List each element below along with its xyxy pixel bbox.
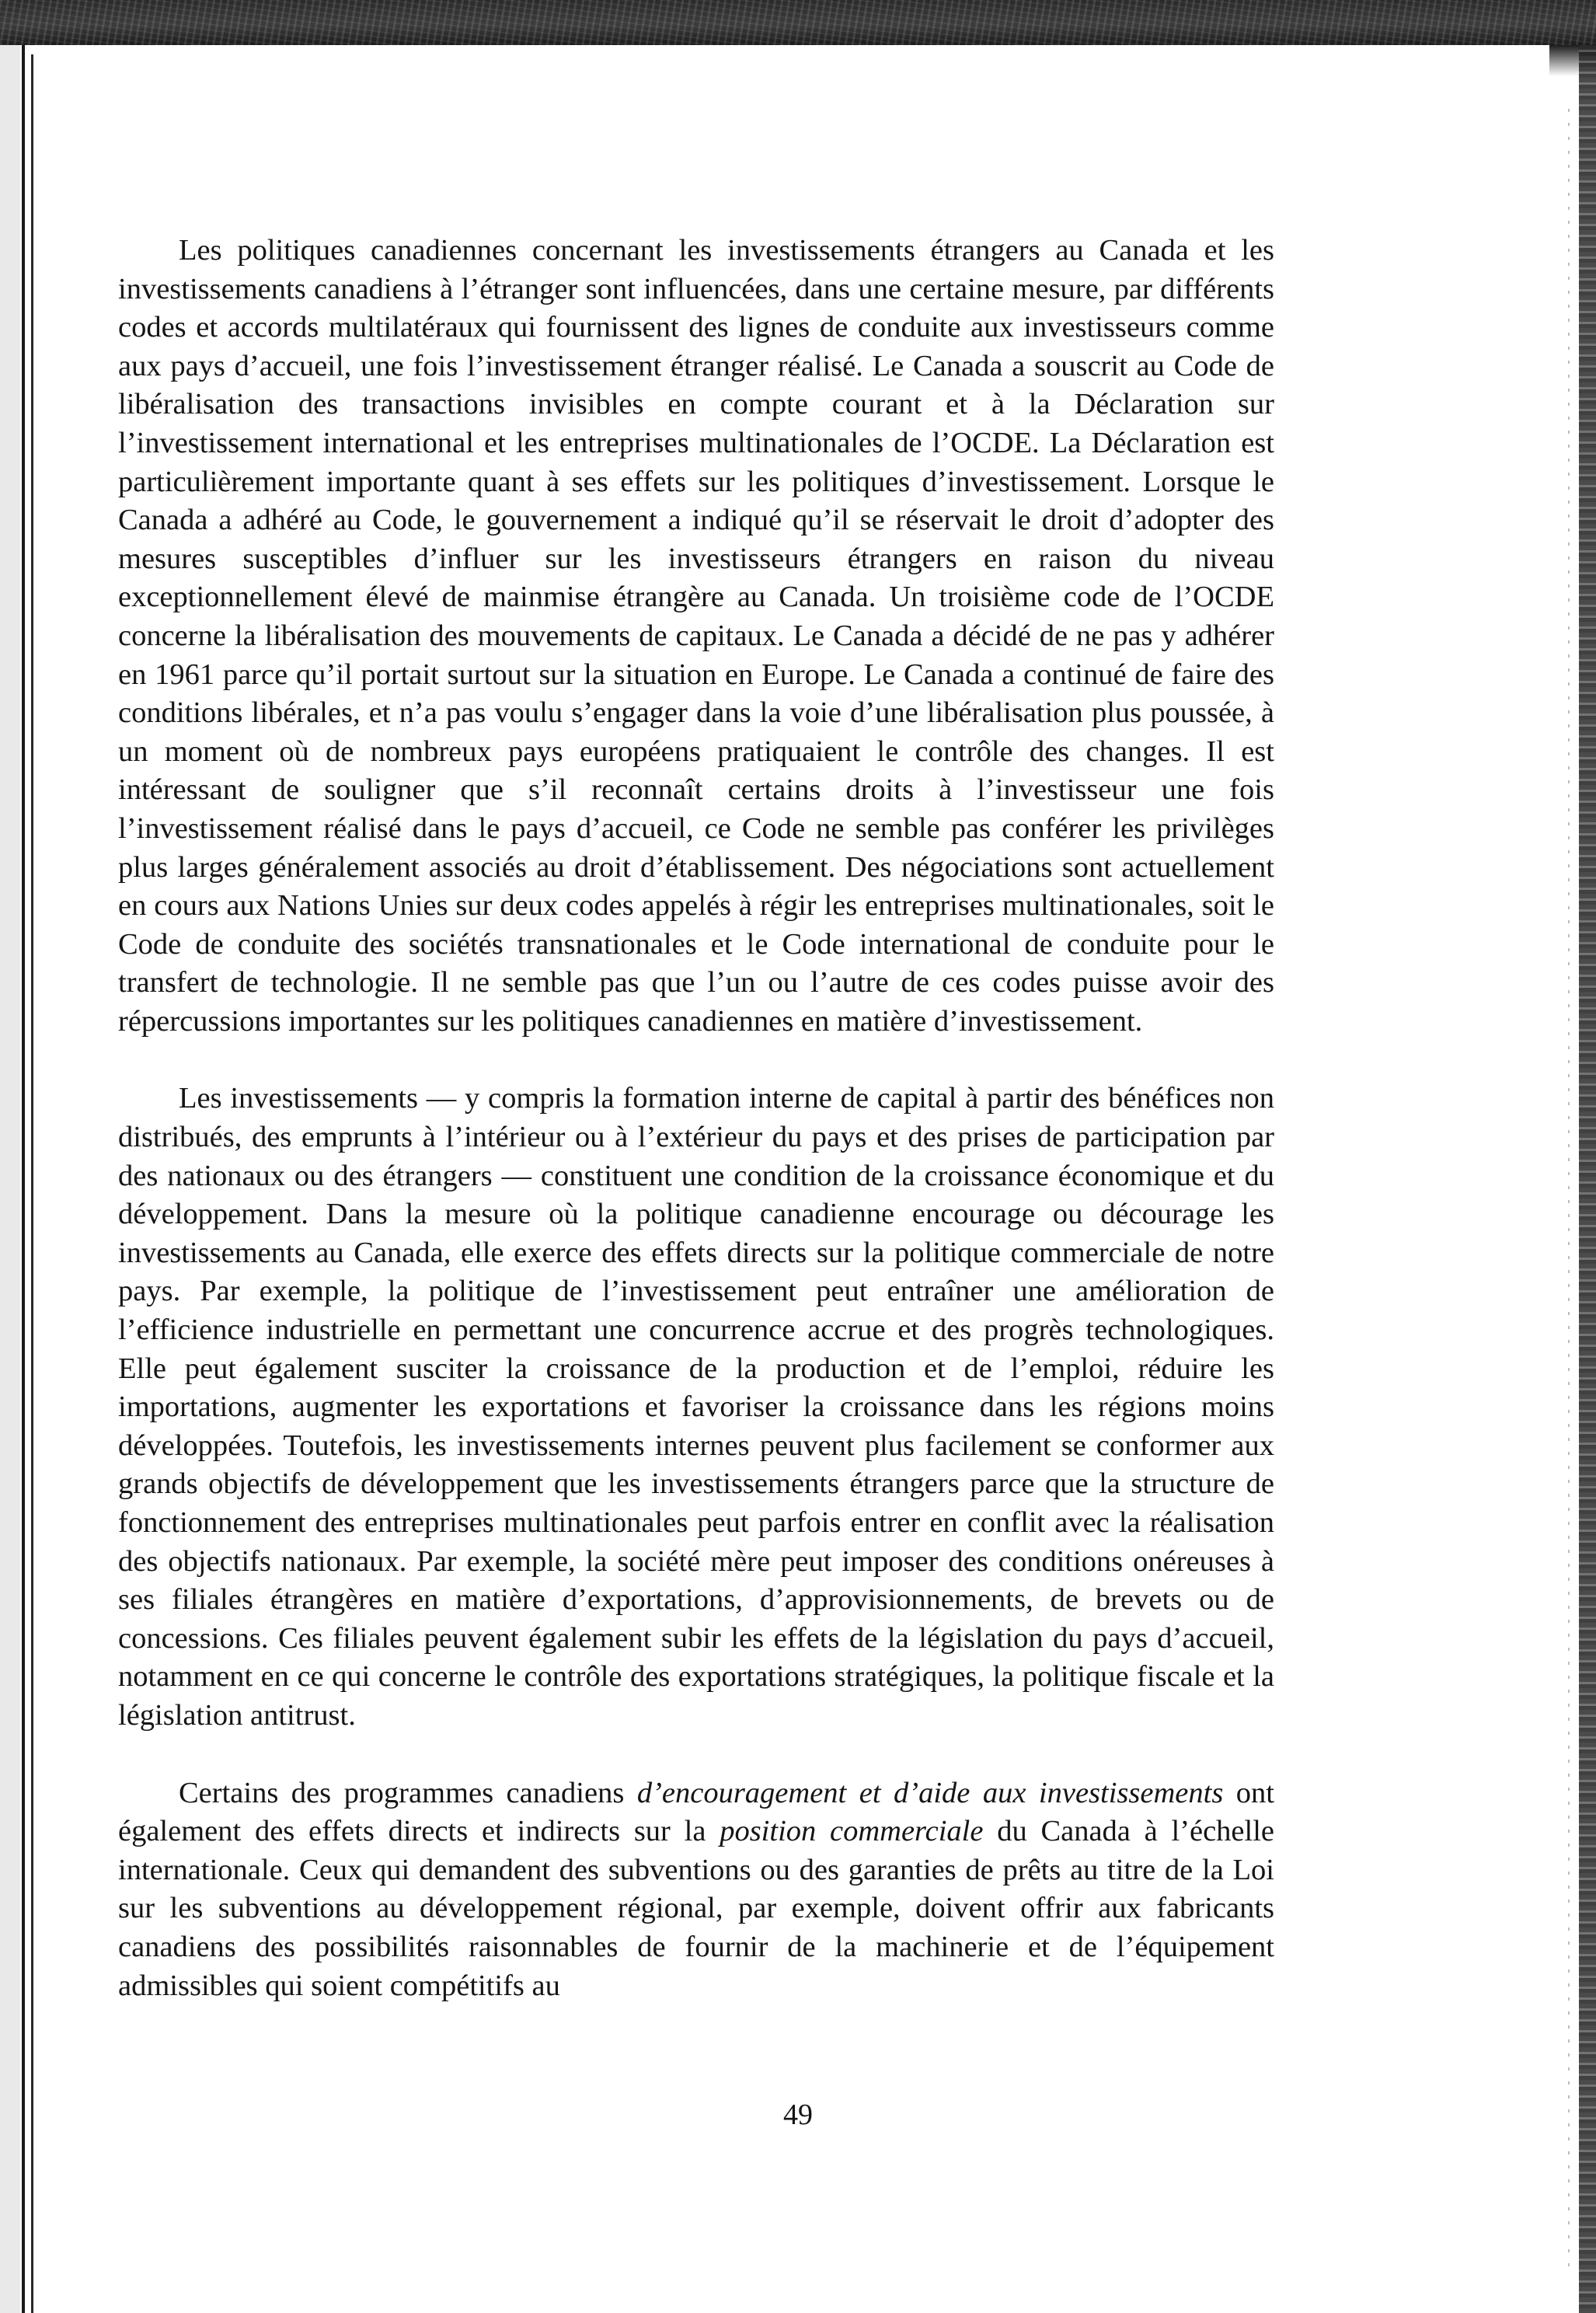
page-border-line — [31, 54, 33, 2313]
document-body — [118, 232, 1274, 2044]
paragraph-text: Les politiques canadiennes concernant les investissements étrangers au Canada et les investissements canadiens à l’étranger sont influencées, dans une certaine mesure, par différents codes et accords multilatéraux qui fournissent des lignes de conduite aux investisseurs comme aux pays d’accueil, une fois l’investissement étranger réalisé. Le Canada a souscrit au Code de libéralisation des transactions invisibles en compte courant et à la Déclaration sur l’investissement international et les entreprises multinationales de l’OCDE. La Déclaration est particulièrement importante quant à ses effets sur les politiques d’investissement. Lorsque le Canada a adhéré au Code, le gouvernement a indiqué qu’il se réservait le droit d’adopter des mesures susceptibles d’influer sur les investisseurs étrangers en raison du niveau exceptionnellement élevé de mainmise étrangère au Canada. Un troisième code de l’OCDE concerne la libéralisation des mouvements de capitaux. Le Canada a décidé de ne pas y adhérer en 1961 parce qu’il portait surtout sur la situation en Europe. Le Canada a continué de faire des conditions libérales, et n’a pas voulu s’engager dans la voie d’une libéralisation plus poussée, à un moment où de nombreux pays européens pratiquaient le contrôle des changes. Il est intéressant de souligner que s’il reconnaît certains droits à l’investisseur une fois l’investissement réalisé dans le pays d’accueil, ce Code ne semble pas conférer les privilèges plus larges généralement associés au droit d’établissement. Des négociations sont actuellement en cours aux Nations Unies sur deux codes appelés à régir les entreprises multinationales, soit le Code de conduite des sociétés transnationales et le Code international de conduite pour le transfert de technologie. Il ne semble pas que l’un ou l’autre de ces codes puisse avoir des répercussions importantes sur les politiques canadiennes en matière d’investissement. — [118, 234, 1274, 1038]
scan-top-border — [0, 0, 1596, 45]
paragraph-text: Les investissements — y compris la formation interne de capital à partir des bénéfices non distribués, des emprunts à l’intérieur ou à l’extérieur du pays et des prises de participation par des nationaux ou des étrangers — constituent une condition de la croissance économique et du développement. Dans la mesure où la politique canadienne encourage ou décourage les investissements au Canada, elle exerce des effets directs sur la politique commerciale de notre pays. Par exemple, la politique de l’investissement peut entraîner une amélioration de l’efficience industrielle en permettant une concurrence accrue et des progrès technologiques. Elle peut également susciter la croissance de la production et de l’emploi, réduire les importations, augmenter les exportations et favoriser la croissance dans les régions moins développées. Toutefois, les investissements internes peuvent plus facilement se conformer aux grands objectifs de développement que les investissements étrangers parce que la structure de fonctionnement des entreprises multinationales peut parfois entrer en conflit avec la réalisation des objectifs nationaux. Par exemple, la société mère peut imposer des conditions onéreuses à ses filiales étrangères en matière d’exportations, d’approvisionnements, de brevets ou de concessions. Ces filiales peuvent également subir les effets de la législation du pays d’accueil, notamment en ce qui concerne le contrôle des exportations stratégiques, la politique fiscale et la législation antitrust. — [118, 1082, 1274, 1732]
spine-line — [22, 45, 25, 2313]
italic-phrase-commercial-position: position commerciale — [720, 1815, 984, 1848]
italic-phrase-encouragement: d’encouragement et d’aide aux investissements — [636, 1776, 1224, 1809]
paragraph-text: du Canada à l’échelle internationale. Ceux qui demandent des subventions ou des garanties de prêts au titre de la Loi sur les subventions au développement régional, par exemple, doivent offrir aux fabricants canadiens des possibilités raisonnables de fournir de la machinerie et de l’équipement admissibles qui soient compétitifs au — [118, 1815, 1275, 2002]
scan-right-dotted-edge — [1568, 109, 1570, 2269]
page-number: 49 — [783, 2098, 813, 2131]
paragraph-investment-codes — [118, 232, 1274, 1041]
page-spine-edge — [0, 45, 31, 2313]
paragraph-text: ont également des effets directs et indirects sur la — [118, 1776, 1275, 1848]
paragraph-investment-growth — [118, 1080, 1274, 1735]
scan-right-edge — [1579, 45, 1596, 2313]
paragraph-investment-programs — [118, 1774, 1274, 2006]
paragraph-text: Certains des programmes canadiens — [179, 1776, 637, 1809]
